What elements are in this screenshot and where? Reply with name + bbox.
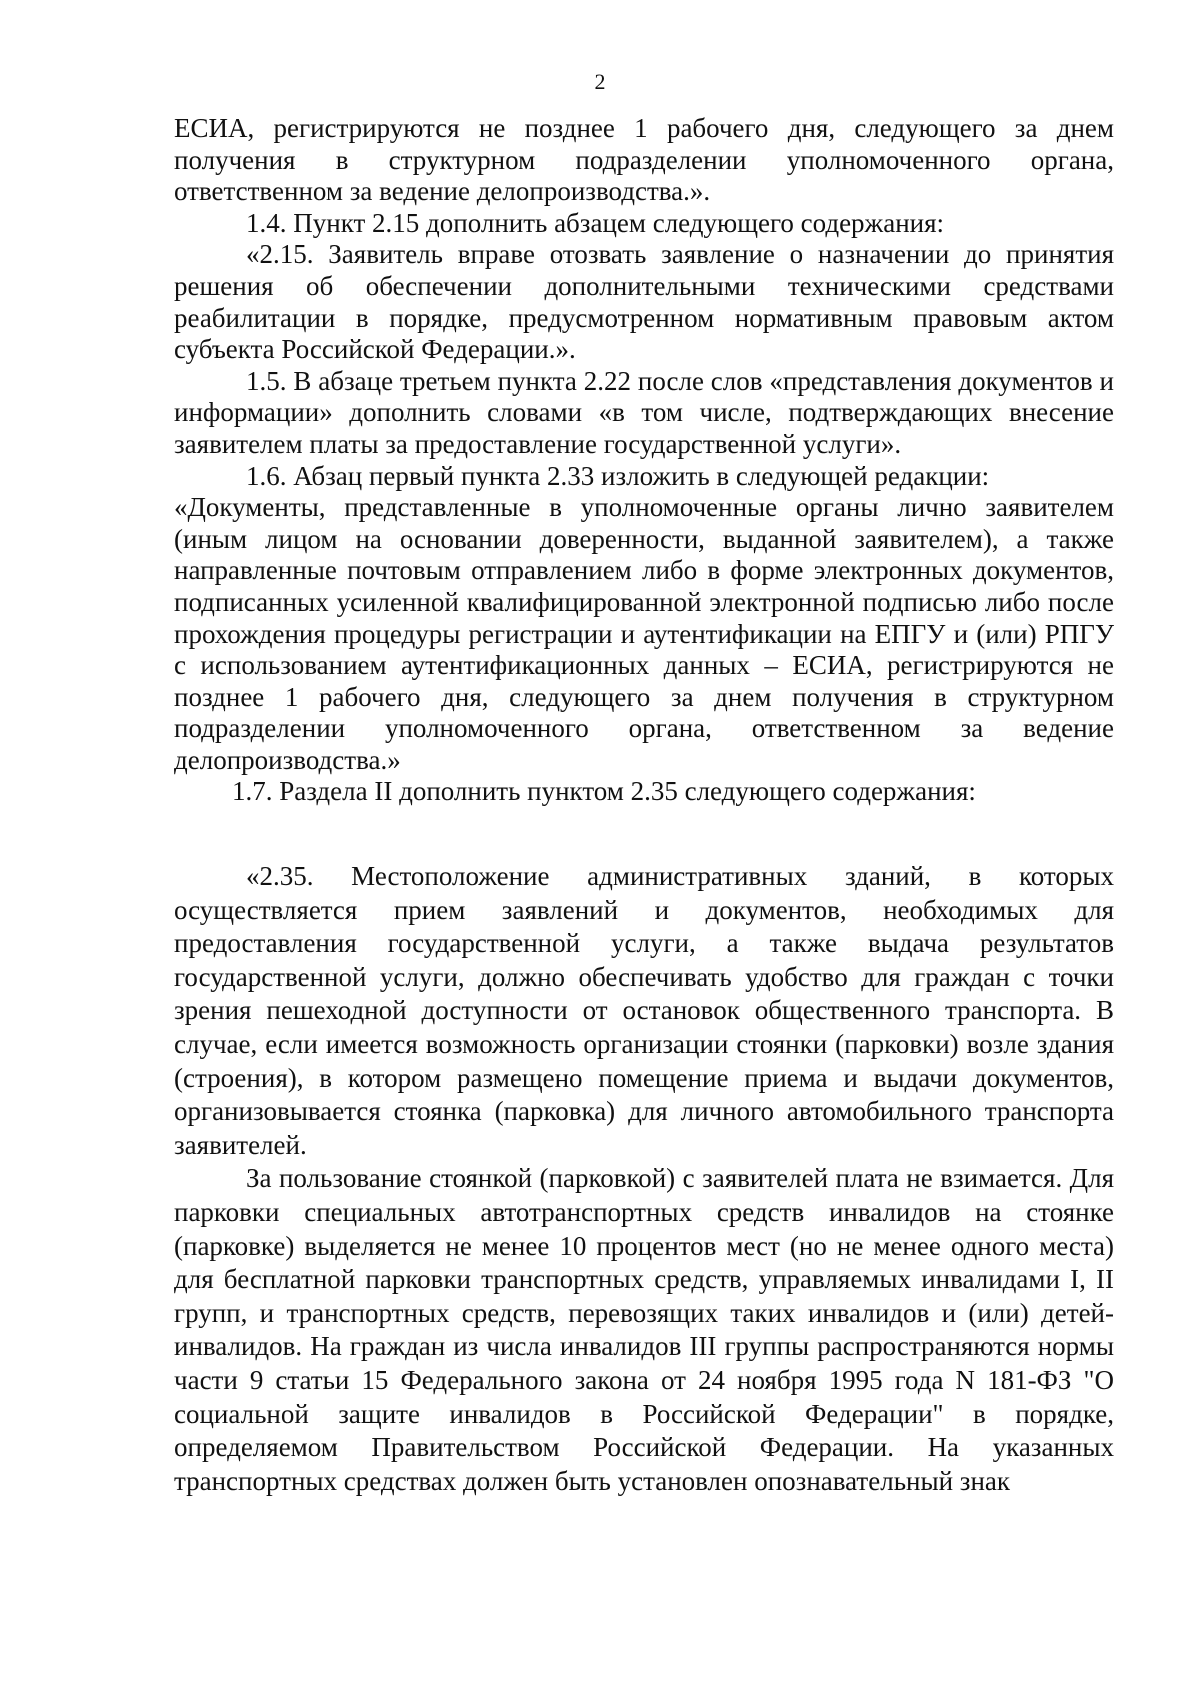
text-block-bottom [174, 860, 1114, 1498]
paragraph: «2.35. Местоположение административных зданий, в которых осуществляется прием заявлений и документов, необходимых для предоставления государственной услуги, а также выдача результатов государственной услуги, должно обеспечивать удобство для граждан с точки зрения пешеходной доступности от остановок общественного транспорта. В случае, если имеется возможность организации стоянки (парковки) возле здания (строения), в котором размещено помещение приема и выдачи документов, организовывается стоянка (парковка) для личного автомобильного транспорта заявителей. [174, 861, 1114, 1160]
page-number: 2 [594, 69, 606, 94]
paragraph: 1.7. Раздела II дополнить пунктом 2.35 следующего содержания: [232, 776, 976, 807]
paragraph: «2.15. Заявитель вправе отозвать заявление о назначении до принятия решения об обеспечении дополнительными техническими средствами реабилитации в порядке, предусмотренном нормативным правовым актом субъекта Российской Федерации.». [174, 239, 1114, 365]
text-block-top [174, 113, 1114, 808]
paragraph: ЕСИА, регистрируются не позднее 1 рабочего дня, следующего за днем получения в структурном подразделении уполномоченного органа, ответственном за ведение делопроизводства.». [174, 113, 1114, 207]
paragraph: 1.5. В абзаце третьем пункта 2.22 после слов «представления документов и информации» дополнить словами «в том числе, подтверждающих внесение заявителем платы за предоставление государственной услуги». [174, 365, 1114, 459]
paragraph: «Документы, представленные в уполномоченные органы лично заявителем (иным лицом на основании доверенности, выданной заявителем), а также направленные почтовым отправлением либо в форме электронных документов, подписанных усиленной квалифицированной электронной подписью либо после прохождения процедуры регистрации и аутентификации на ЕПГУ и (или) РПГУ с использованием аутентификационных данных – ЕСИА, регистрируются не позднее 1 рабочего дня, следующего за днем получения в структурном подразделении уполномоченного органа, ответственном за ведение делопроизводства.» [174, 492, 1114, 775]
paragraph: 1.4. Пункт 2.15 дополнить абзацем следующего содержания: [246, 207, 945, 238]
paragraph: За пользование стоянкой (парковкой) с заявителей плата не взимается. Для парковки специальных автотранспортных средств инвалидов на стоянке (парковке) выделяется не менее 10 процентов мест (но не менее одного места) для бесплатной парковки транспортных средств, управляемых инвалидами I, II групп, и транспортных средств, перевозящих таких инвалидов и (или) детей-инвалидов. На граждан из числа инвалидов III группы распространяются нормы части 9 статьи 15 Федерального закона от 24 ноября 1995 года N 181-ФЗ "О социальной защите инвалидов в Российской Федерации" в порядке, определяемом Правительством Российской Федерации. На указанных транспортных средствах должен быть установлен опознавательный знак [174, 1163, 1114, 1496]
paragraph: 1.6. Абзац первый пункта 2.33 изложить в следующей редакции: [246, 460, 990, 491]
